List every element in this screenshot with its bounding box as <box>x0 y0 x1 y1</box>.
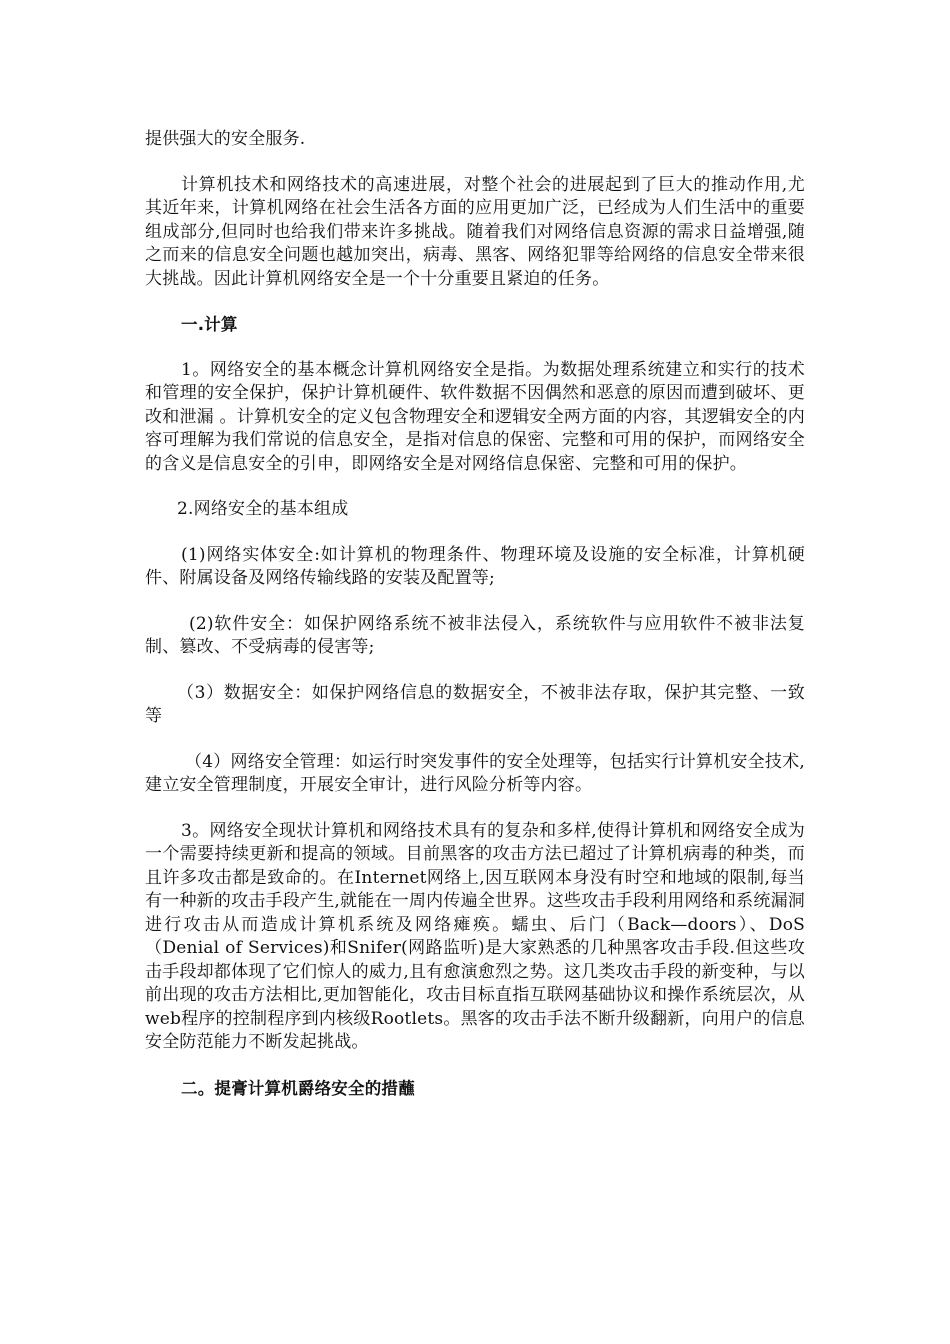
section-heading-2: 二。提膏计算机爵络安全的措蘸 <box>181 1078 415 1098</box>
section-heading-1: 一.计算 <box>181 315 238 334</box>
paragraph-physical-security: (1)网络实体安全:如计算机的物理条件、物理环境及设施的安全标准，计算机硬件、附属设备及网络传输线路的安装及配置等; <box>145 544 805 588</box>
paragraph-basic-composition-title: 2.网络安全的基本组成 <box>177 499 349 519</box>
paragraph-data-security: （3）数据安全：如保护网络信息的数据安全，不被非法存取，保护其完整、一致等 <box>145 682 805 726</box>
paragraph-basic-concept: 1。网络安全的基本概念计算机网络安全是指。为数据处理系统建立和实行的技术和管理的安全保护，保护计算机硬件、软件数据不因偶然和恶意的原因而遭到破坏、更改和泄漏 。计算机安全的定义包含物理安全和逻辑安全两方面的内容，其逻辑安全的内容可理解为我们常说的信息安全，是指对信息的保密、完整和可用的保护，而网络安全的含义是信息安全的引申，即网络安全是对网络信息保密、完整和可用的保护。 <box>145 359 805 474</box>
paragraph-security-status: 3。网络安全现状计算机和网络技术具有的复杂和多样,使得计算机和网络安全成为一个需要持续更新和提高的领域。目前黑客的攻击方法已超过了计算机病毒的种类，而且许多攻击都是致命的。在Internet网络上,因互联网本身没有时空和地域的限制,每当有一种新的攻击手段产生,就能在一周内传遍全世界。这些攻击手段利用网络和系统漏洞进行攻击从而造成计算机系统及网络瘫痪。蠕虫、后门（Back—doors）、DoS（Denial of Services)和Snifer(网路监听)是大家熟悉的几种黑客攻击手段.但这些攻击手段却都体现了它们惊人的威力,且有愈演愈烈之势。这几类攻击手段的新变种，与以前出现的攻击方法相比,更加智能化，攻击目标直指互联网基础协议和操作系统层次，从web程序的控制程序到内核级Rootlets。黑客的攻击手法不断升级翻新，向用户的信息安全防范能力不断发起挑战。 <box>145 820 805 1052</box>
paragraph-intro-tail: 提供强大的安全服务. <box>145 129 306 149</box>
paragraph-security-management: （4）网络安全管理：如运行时突发事件的安全处理等，包括实行计算机安全技术,建立安全管理制度，开展安全审计，进行风险分析等内容。 <box>145 751 805 795</box>
paragraph-software-security: (2)软件安全：如保护网络系统不被非法侵入，系统软件与应用软件不被非法复制、篡改、不受病毒的侵害等; <box>145 613 805 657</box>
document-body <box>145 128 805 1100</box>
paragraph-background: 计算机技术和网络技术的高速进展，对整个社会的进展起到了巨大的推动作用,尤其近年来，计算机网络在社会生活各方面的应用更加广泛，已经成为人们生活中的重要组成部分,但同时也给我们带来许多挑战。随着我们对网络信息资源的需求日益增强,随之而来的信息安全问题也越加突出，病毒、黑客、网络犯罪等给网络的信息安全带来很大挑战。因此计算机网络安全是一个十分重要且紧迫的任务。 <box>145 174 805 289</box>
